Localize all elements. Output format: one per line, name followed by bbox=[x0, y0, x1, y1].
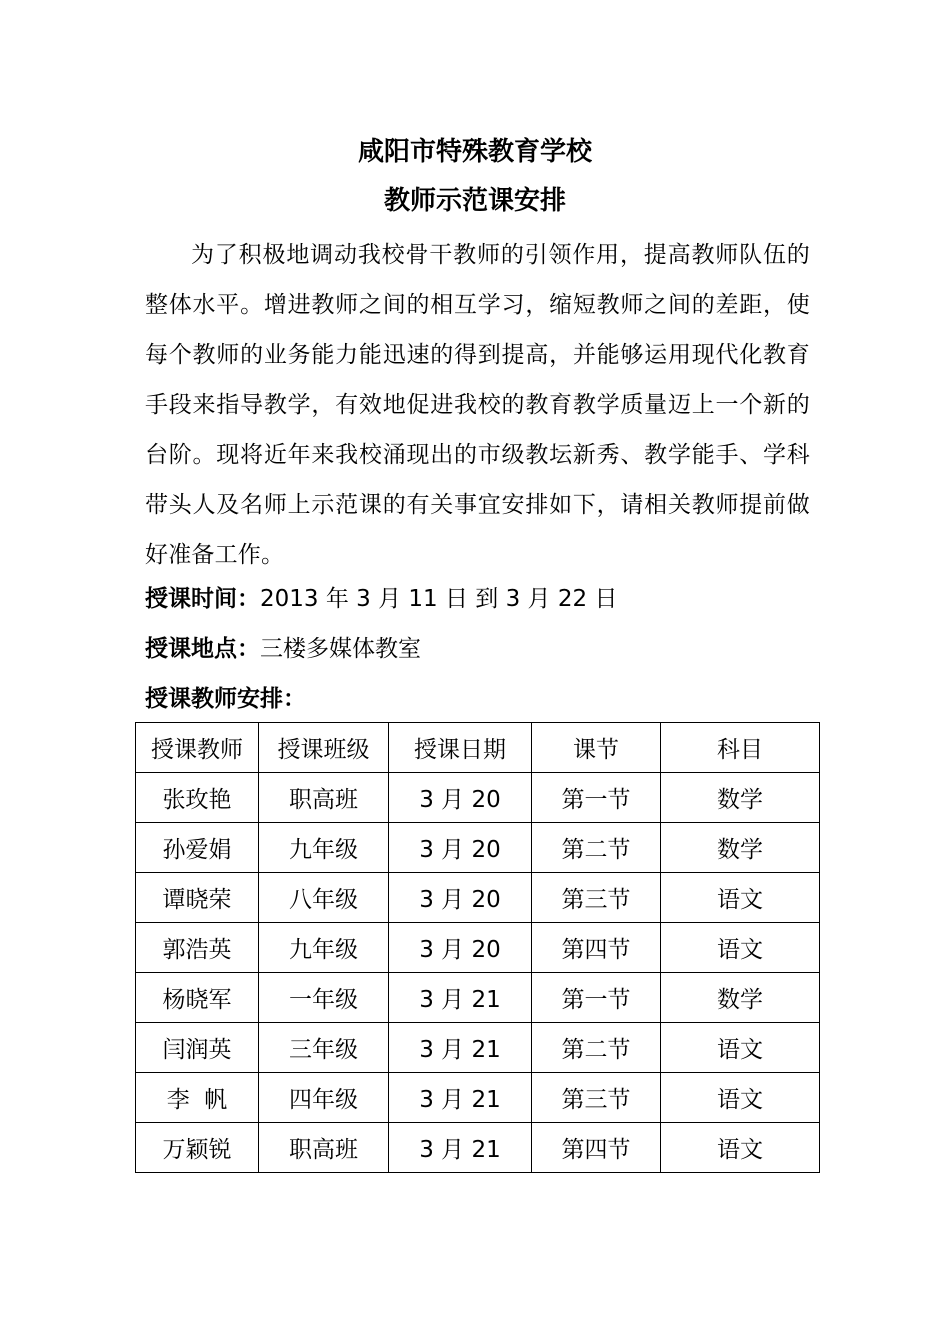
cell-subject: 语文 bbox=[661, 1023, 820, 1073]
cell-subject: 语文 bbox=[661, 923, 820, 973]
cell-period: 第三节 bbox=[532, 873, 661, 923]
cell-period: 第一节 bbox=[532, 973, 661, 1023]
table-row bbox=[136, 823, 820, 873]
cell-teacher: 闫润英 bbox=[136, 1023, 259, 1073]
table-row bbox=[136, 923, 820, 973]
cell-date: 3 月 21 bbox=[389, 1123, 532, 1173]
table-row bbox=[136, 1123, 820, 1173]
cell-period: 第四节 bbox=[532, 923, 661, 973]
cell-subject: 语文 bbox=[661, 873, 820, 923]
cell-date: 3 月 20 bbox=[389, 823, 532, 873]
cell-class: 职高班 bbox=[259, 773, 389, 823]
school-title: 咸阳市特殊教育学校 bbox=[357, 137, 592, 167]
cell-subject: 数学 bbox=[661, 773, 820, 823]
cell-subject: 数学 bbox=[661, 823, 820, 873]
cell-subject: 数学 bbox=[661, 973, 820, 1023]
cell-subject: 语文 bbox=[661, 1073, 820, 1123]
lesson-place-value: 三楼多媒体教室 bbox=[260, 636, 421, 662]
teacher-schedule-label: 授课教师安排： bbox=[145, 686, 306, 712]
cell-class: 九年级 bbox=[259, 823, 389, 873]
cell-period: 第二节 bbox=[532, 1023, 661, 1073]
header-period: 课节 bbox=[532, 723, 661, 773]
lesson-time-value: 2013 年 3 月 11 日 到 3 月 22 日 bbox=[260, 586, 618, 612]
cell-teacher: 孙爱娟 bbox=[136, 823, 259, 873]
cell-period: 第一节 bbox=[532, 773, 661, 823]
table-row bbox=[136, 973, 820, 1023]
cell-class: 三年级 bbox=[259, 1023, 389, 1073]
cell-teacher: 郭浩英 bbox=[136, 923, 259, 973]
cell-date: 3 月 20 bbox=[389, 773, 532, 823]
cell-class: 四年级 bbox=[259, 1073, 389, 1123]
cell-subject: 语文 bbox=[661, 1123, 820, 1173]
cell-teacher: 万颖锐 bbox=[136, 1123, 259, 1173]
cell-period: 第二节 bbox=[532, 823, 661, 873]
lesson-time-label: 授课时间： bbox=[145, 586, 260, 612]
lesson-place-line bbox=[145, 632, 810, 666]
cell-period: 第四节 bbox=[532, 1123, 661, 1173]
cell-date: 3 月 20 bbox=[389, 923, 532, 973]
cell-date: 3 月 21 bbox=[389, 973, 532, 1023]
cell-class: 职高班 bbox=[259, 1123, 389, 1173]
cell-class: 一年级 bbox=[259, 973, 389, 1023]
cell-teacher: 谭晓荣 bbox=[136, 873, 259, 923]
cell-teacher: 李 帆 bbox=[136, 1073, 259, 1123]
table-header-row bbox=[136, 723, 820, 773]
cell-date: 3 月 21 bbox=[389, 1073, 532, 1123]
table-row bbox=[136, 773, 820, 823]
cell-class: 九年级 bbox=[259, 923, 389, 973]
cell-date: 3 月 20 bbox=[389, 873, 532, 923]
cell-date: 3 月 21 bbox=[389, 1023, 532, 1073]
table-row bbox=[136, 1023, 820, 1073]
lesson-time-line bbox=[145, 582, 810, 616]
header-subject: 科目 bbox=[661, 723, 820, 773]
document-title: 教师示范课安排 bbox=[383, 186, 566, 216]
table-row bbox=[136, 873, 820, 923]
intro-paragraph: 为了积极地调动我校骨干教师的引领作用，提高教师队伍的整体水平。增进教师之间的相互学习，缩短教师之间的差距，使每个教师的业务能力能迅速的得到提高，并能够运用现代化教育手段来指导教学，有效地促进我校的教育教学质量迈上一个新的台阶。现将近年来我校涌现出的市级教坛新秀、教学能手、学科带头人及名师上示范课的有关事宜安排如下，请相关教师提前做好准备工作。 bbox=[145, 242, 810, 568]
header-date: 授课日期 bbox=[389, 723, 532, 773]
cell-period: 第三节 bbox=[532, 1073, 661, 1123]
cell-class: 八年级 bbox=[259, 873, 389, 923]
cell-teacher: 张玫艳 bbox=[136, 773, 259, 823]
header-teacher: 授课教师 bbox=[136, 723, 259, 773]
lesson-place-label: 授课地点： bbox=[145, 636, 260, 662]
schedule-table bbox=[135, 722, 820, 1173]
table-row bbox=[136, 1073, 820, 1123]
cell-teacher: 杨晓军 bbox=[136, 973, 259, 1023]
header-class: 授课班级 bbox=[259, 723, 389, 773]
